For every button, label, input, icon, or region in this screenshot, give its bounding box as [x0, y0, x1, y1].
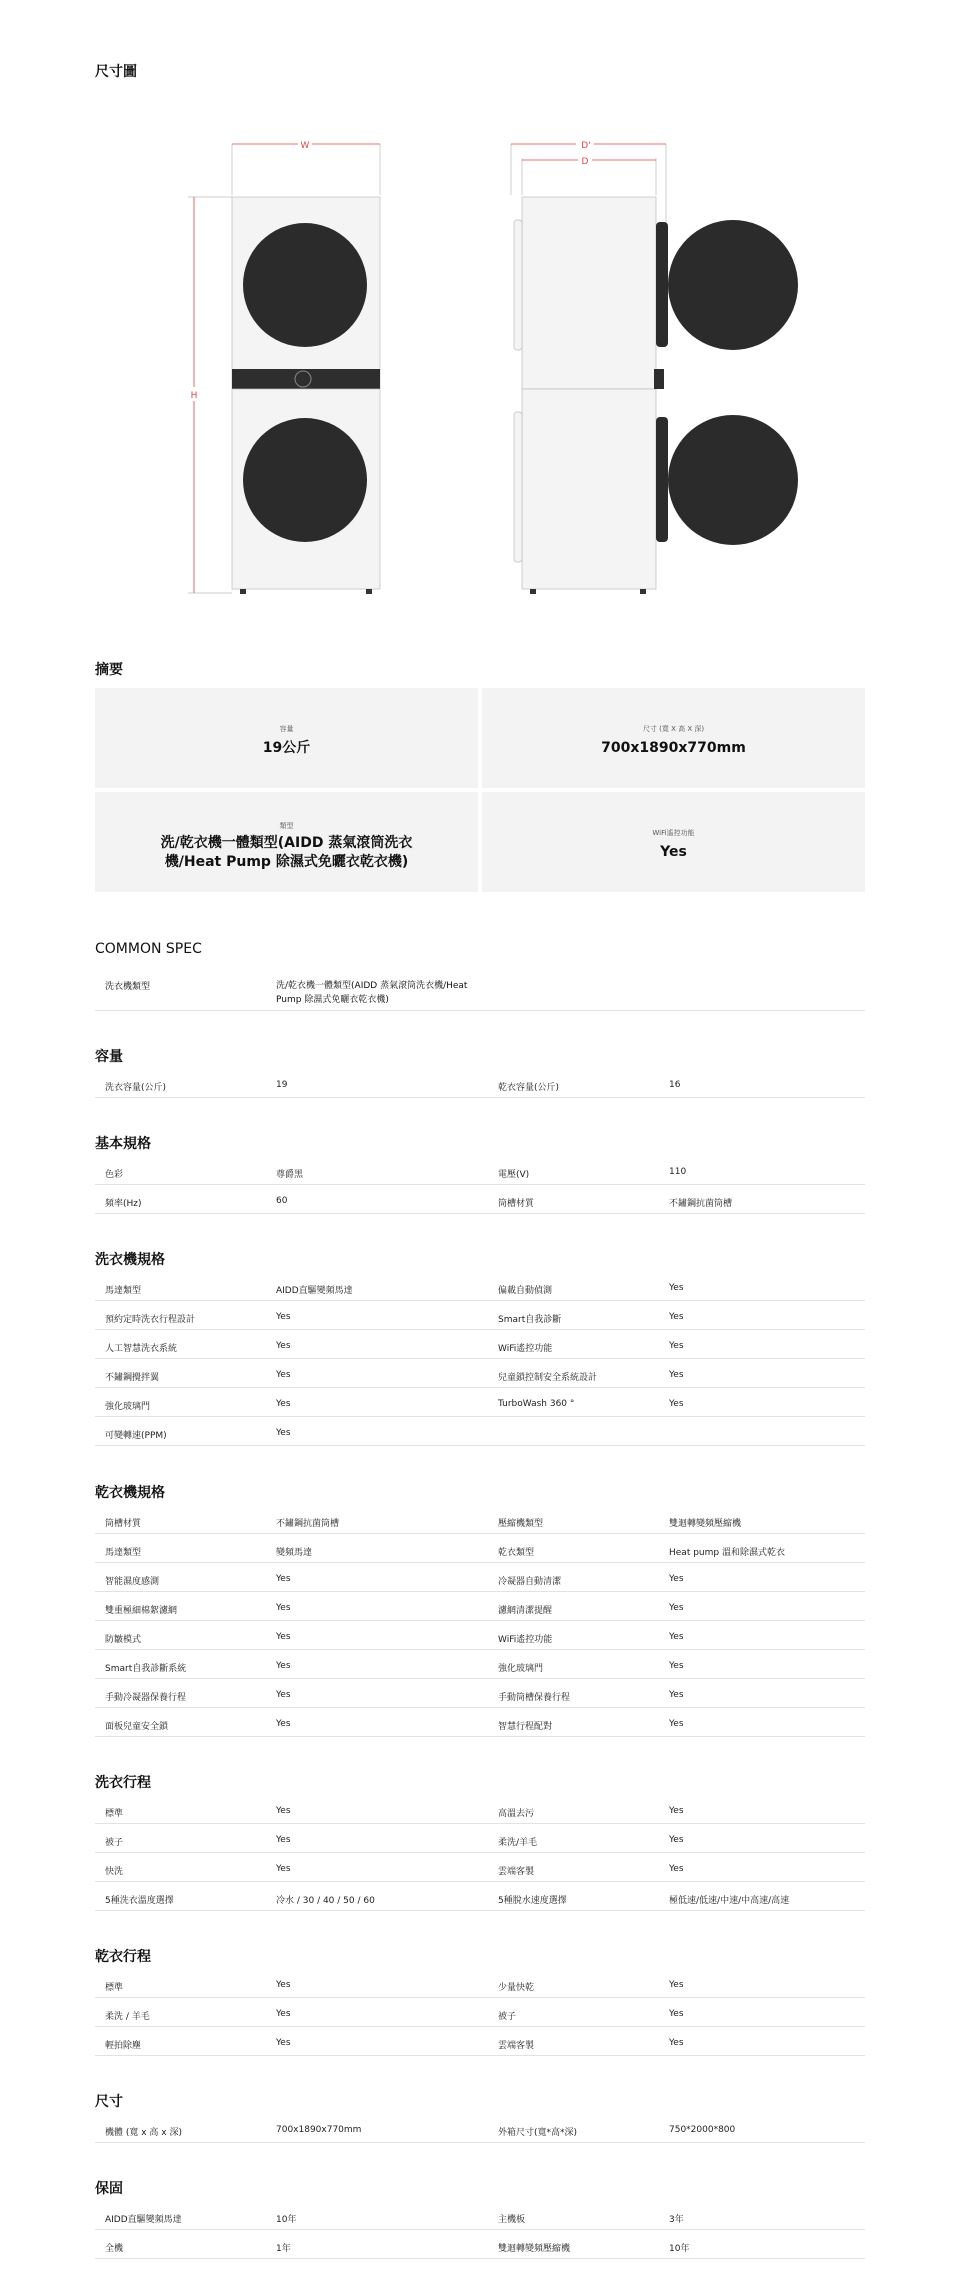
spec-row [95, 1301, 865, 1330]
spec-row [95, 1417, 865, 1446]
spec-key: 被子 [105, 1838, 124, 1848]
spec-value: Yes [276, 2009, 291, 2019]
spec-key: 強化玻璃門 [105, 1402, 151, 1412]
spec-key: 色彩 [105, 1170, 124, 1180]
spec-value: 10年 [669, 2244, 690, 2254]
spec-row [95, 1592, 865, 1621]
summary-wifi-value: Yes [660, 844, 687, 860]
spec-row [95, 1563, 865, 1592]
spec-value: Yes [276, 1719, 291, 1729]
warranty-title: 保固 [95, 2181, 123, 2197]
size-title: 尺寸 [95, 2094, 123, 2110]
side-view [511, 138, 798, 594]
capacity-table [95, 1069, 865, 1098]
spec-key: 輕拍除塵 [105, 2041, 142, 2051]
spec-row [95, 1388, 865, 1417]
spec-key: 被子 [498, 2012, 517, 2022]
spec-value: Yes [276, 1370, 291, 1380]
dry-cycles-table [95, 1969, 865, 2056]
common-spec-key: 洗衣機類型 [105, 982, 151, 992]
spec-row [95, 2027, 865, 2056]
spec-row [95, 1359, 865, 1388]
summary-type-label: 類型 [279, 822, 294, 830]
spec-key: 5種洗衣溫度選擇 [105, 1896, 174, 1906]
spec-value: Yes [669, 1661, 684, 1671]
height-label: H [190, 391, 198, 401]
spec-row [95, 1824, 865, 1853]
spec-key: 雙重極細棉絮濾網 [105, 1606, 178, 1616]
spec-key: 不鏽鋼攪拌翼 [105, 1373, 160, 1383]
spec-value: 冷水 / 30 / 40 / 50 / 60 [276, 1896, 375, 1906]
spec-key: 濾網清潔提醒 [498, 1606, 553, 1616]
spec-value: Yes [276, 1574, 291, 1584]
spec-key: 5種脫水速度選擇 [498, 1896, 567, 1906]
spec-row [95, 2114, 865, 2143]
spec-key: 人工智慧洗衣系統 [105, 1344, 178, 1354]
spec-key: 智慧行程配對 [498, 1722, 553, 1732]
depth-label: D [581, 157, 589, 167]
spec-key: 壓縮機類型 [498, 1519, 544, 1529]
basic-title: 基本規格 [95, 1136, 151, 1152]
dryer-title: 乾衣機規格 [95, 1485, 165, 1501]
summary-size-label: 尺寸 (寬 X 高 X 深) [642, 725, 705, 733]
spec-key: 主機板 [498, 2215, 526, 2225]
spec-key: 少量快乾 [498, 1983, 535, 1993]
spec-key: 筒槽材質 [105, 1519, 142, 1529]
width-label: W [300, 141, 310, 151]
spec-key: Smart自我診斷系統 [105, 1664, 187, 1674]
spec-value: Yes [276, 1690, 291, 1700]
spec-value: Yes [669, 1399, 684, 1409]
spec-row [95, 1621, 865, 1650]
spec-key: 標準 [105, 1983, 124, 1993]
spec-key: AIDD直驅變頻馬達 [105, 2215, 182, 2225]
spec-value: 60 [276, 1196, 288, 1206]
spec-key: 快洗 [105, 1867, 124, 1877]
spec-value: Yes [276, 1341, 291, 1351]
wash-cycles-title: 洗衣行程 [95, 1775, 151, 1791]
spec-key: Smart自我診斷 [498, 1315, 562, 1325]
spec-value: 雙迴轉變頻壓縮機 [669, 1519, 742, 1529]
warranty-table [95, 2201, 865, 2259]
summary-wifi [482, 792, 865, 892]
spec-key: 雲端客製 [498, 1867, 535, 1877]
spec-key: 可變轉速(PPM) [105, 1431, 167, 1441]
spec-row [95, 1185, 865, 1214]
wash-cycles-table [95, 1795, 865, 1911]
spec-row [95, 1795, 865, 1824]
spec-value: 700x1890x770mm [276, 2125, 362, 2135]
spec-key: 手動筒槽保養行程 [498, 1693, 571, 1703]
spec-value: Yes [276, 1980, 291, 1990]
summary-type-value: 洗/乾衣機一體類型(AIDD 蒸氣滾筒洗衣機/Heat Pump 除濕式免曬衣乾衣機) [160, 835, 413, 870]
spec-key: 柔洗 / 羊毛 [105, 2012, 150, 2022]
spec-row [95, 1069, 865, 1098]
common-spec-value: 洗/乾衣機一體類型(AIDD 蒸氣滾筒洗衣機/Heat Pump 除濕式免曬衣乾衣機) [276, 981, 468, 1005]
spec-row [95, 1505, 865, 1534]
summary-size [482, 688, 865, 788]
spec-value: Yes [669, 1370, 684, 1380]
spec-key: 乾衣類型 [498, 1548, 535, 1558]
spec-value: Yes [669, 1835, 684, 1845]
summary-capacity-value: 19公斤 [262, 740, 311, 756]
front-view [188, 138, 380, 594]
spec-value: Yes [276, 2038, 291, 2048]
dimension-drawing [0, 130, 960, 610]
size-table [95, 2114, 865, 2143]
spec-row [95, 2201, 865, 2230]
spec-value: 110 [669, 1167, 687, 1177]
depth-prime-label: D' [581, 141, 591, 151]
spec-value: Yes [276, 1399, 291, 1409]
spec-row [95, 1998, 865, 2027]
spec-row [95, 1330, 865, 1359]
spec-row [95, 2230, 865, 2259]
spec-value: Yes [669, 2009, 684, 2019]
washer-title: 洗衣機規格 [95, 1252, 165, 1268]
spec-value: Yes [669, 1690, 684, 1700]
spec-row [95, 1679, 865, 1708]
spec-value: Yes [669, 2038, 684, 2048]
spec-value: Yes [276, 1428, 291, 1438]
spec-key: 高溫去污 [498, 1809, 535, 1819]
spec-value: 變頻馬達 [276, 1548, 313, 1558]
spec-key: WiFi遙控功能 [498, 1635, 553, 1645]
spec-value: Yes [276, 1864, 291, 1874]
capacity-title: 容量 [95, 1049, 123, 1065]
spec-row [95, 1156, 865, 1185]
spec-value: 750*2000*800 [669, 2125, 736, 2135]
spec-key: 頻率(Hz) [105, 1199, 142, 1209]
spec-key: WiFi遙控功能 [498, 1344, 553, 1354]
spec-key: 冷凝器自動清潔 [498, 1577, 562, 1587]
spec-value: 10年 [276, 2215, 297, 2225]
spec-key: 強化玻璃門 [498, 1664, 544, 1674]
spec-key: 雙迴轉變頻壓縮機 [498, 2244, 571, 2254]
spec-key: 標準 [105, 1809, 124, 1819]
spec-value: Yes [669, 1574, 684, 1584]
spec-value: Yes [669, 1312, 684, 1322]
summary-wifi-label: WiFi遙控功能 [652, 829, 695, 837]
spec-row [95, 1650, 865, 1679]
spec-key: 預約定時洗衣行程設計 [105, 1315, 196, 1325]
spec-key: 外箱尺寸(寬*高*深) [498, 2128, 578, 2138]
spec-value: 1年 [276, 2244, 291, 2254]
spec-value: Yes [276, 1661, 291, 1671]
spec-value: 不鏽鋼抗菌筒槽 [276, 1519, 340, 1529]
spec-key: 乾衣容量(公斤) [498, 1083, 560, 1093]
dry-cycles-title: 乾衣行程 [95, 1949, 151, 1965]
spec-key: 面板兒童安全鎖 [105, 1722, 169, 1732]
spec-value: Yes [669, 1980, 684, 1990]
spec-key: 機體 (寬 x 高 x 深) [105, 2128, 182, 2138]
summary-capacity [95, 688, 478, 788]
spec-value: Yes [276, 1806, 291, 1816]
spec-key: 偏載自動偵測 [498, 1286, 553, 1296]
spec-value: Yes [669, 1283, 684, 1293]
spec-key: 馬達類型 [105, 1286, 142, 1296]
spec-key: 全機 [105, 2244, 124, 2254]
spec-key: 洗衣容量(公斤) [105, 1083, 167, 1093]
spec-key: TurboWash 360 ° [498, 1399, 575, 1409]
spec-key: 手動冷凝器保養行程 [105, 1693, 187, 1703]
spec-value: Yes [669, 1603, 684, 1613]
summary-size-value: 700x1890x770mm [601, 740, 746, 756]
spec-value: AIDD直驅變頻馬達 [276, 1286, 353, 1296]
spec-value: 不鏽鋼抗菌筒槽 [669, 1199, 733, 1209]
spec-value: Yes [276, 1835, 291, 1845]
spec-key: 兒童鎖控制安全系統設計 [498, 1373, 598, 1383]
spec-value: Yes [276, 1632, 291, 1642]
washer-table [95, 1272, 865, 1446]
spec-key: 智能濕度感測 [105, 1577, 160, 1587]
spec-value: Yes [276, 1603, 291, 1613]
spec-row [95, 1272, 865, 1301]
spec-value: Yes [669, 1719, 684, 1729]
summary-title: 摘要 [95, 662, 123, 678]
spec-row [95, 1534, 865, 1563]
spec-key: 雲端客製 [498, 2041, 535, 2051]
spec-row [95, 1853, 865, 1882]
spec-row [95, 1882, 865, 1911]
summary-grid [95, 688, 865, 892]
spec-value: Yes [276, 1312, 291, 1322]
spec-value: 尊爵黑 [276, 1170, 304, 1180]
spec-key: 筒槽材質 [498, 1199, 535, 1209]
spec-key: 柔洗/羊毛 [498, 1838, 538, 1848]
spec-value: Yes [669, 1864, 684, 1874]
summary-capacity-label: 容量 [279, 725, 294, 733]
spec-value: 19 [276, 1080, 288, 1090]
spec-key: 防皺模式 [105, 1635, 142, 1645]
spec-key: 馬達類型 [105, 1548, 142, 1558]
basic-table [95, 1156, 865, 1214]
spec-value: Yes [669, 1632, 684, 1642]
spec-row [95, 1969, 865, 1998]
common-spec-title: COMMON SPEC [95, 941, 202, 957]
spec-value: Heat pump 溫和除濕式乾衣 [669, 1548, 785, 1558]
dimension-title: 尺寸圖 [95, 64, 137, 80]
common-spec-row [95, 969, 865, 1011]
spec-value: Yes [669, 1341, 684, 1351]
summary-type [95, 792, 478, 892]
dryer-table [95, 1505, 865, 1737]
spec-key: 電壓(V) [498, 1170, 530, 1180]
spec-value: 極低速/低速/中速/中高速/高速 [669, 1896, 790, 1906]
spec-value: Yes [669, 1806, 684, 1816]
spec-value: 16 [669, 1080, 681, 1090]
spec-row [95, 1708, 865, 1737]
spec-value: 3年 [669, 2215, 684, 2225]
